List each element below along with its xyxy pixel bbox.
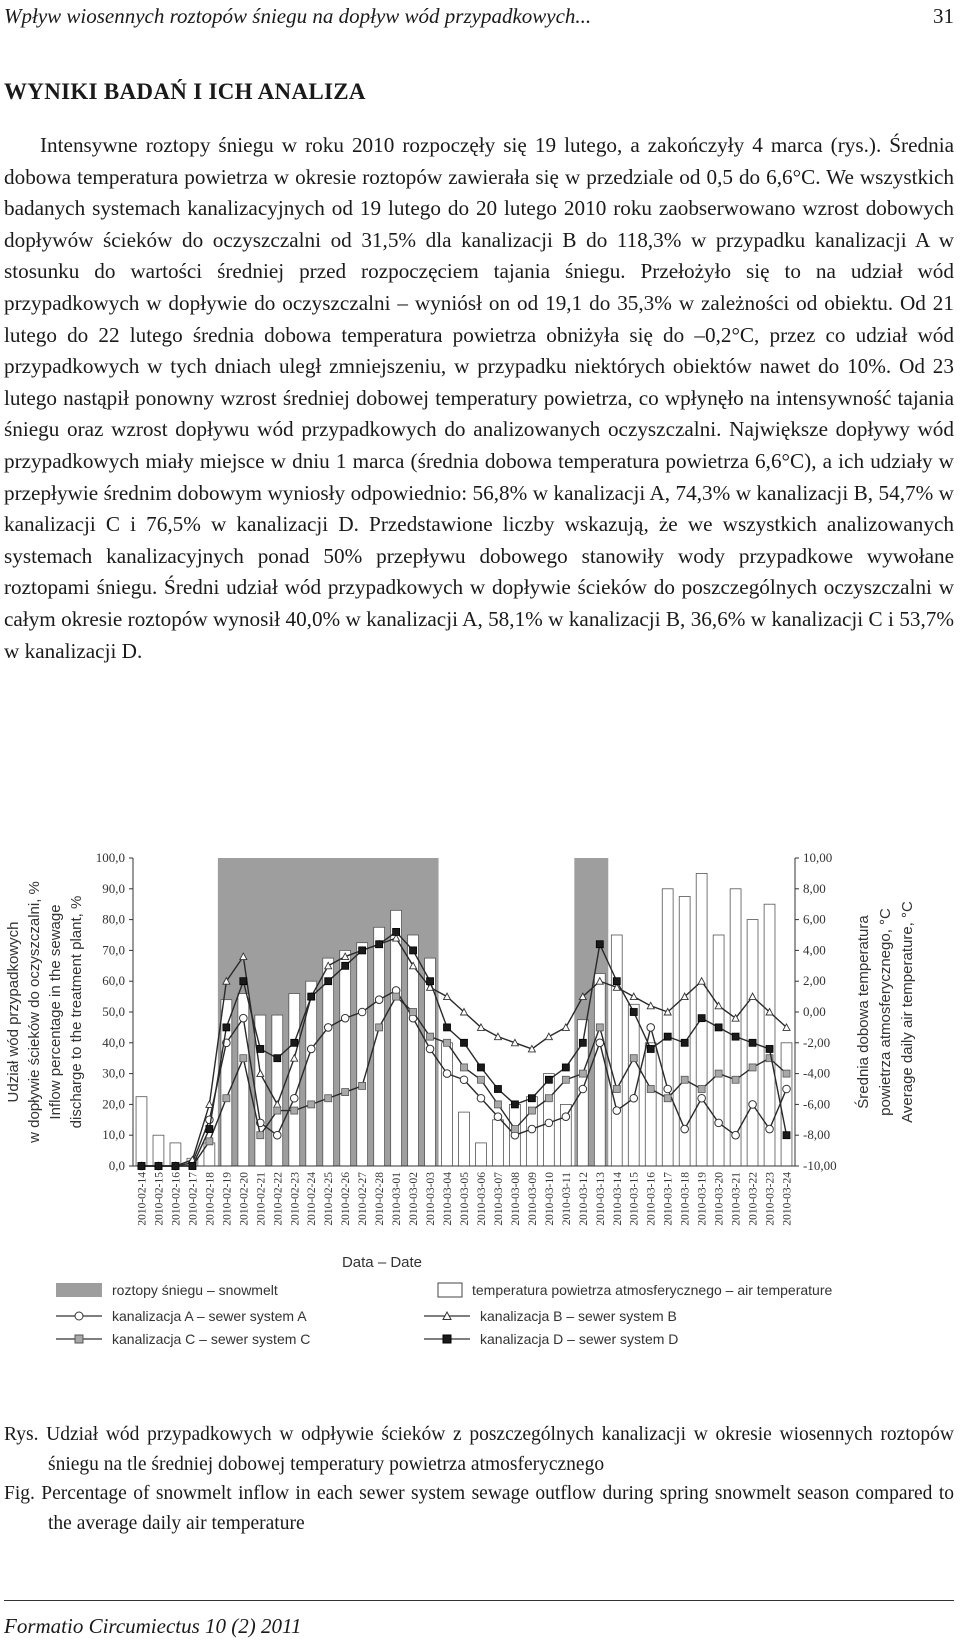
- temperature-bar-2010-02-15: [153, 1135, 164, 1166]
- series-d-point: [715, 1024, 722, 1031]
- x-tick-label: 2010-02-25: [323, 1172, 336, 1226]
- left-axis-title-line: discharge to the treatment plant, %: [68, 895, 85, 1129]
- series-c-point: [359, 1082, 366, 1089]
- series-c-point: [715, 1070, 722, 1077]
- right-tick-label: -2,00: [803, 1034, 831, 1050]
- temperature-bar-2010-03-04: [442, 1043, 453, 1166]
- series-a-point: [307, 1045, 315, 1053]
- series-d-point: [393, 928, 400, 935]
- series-c-point: [664, 1095, 671, 1102]
- x-tick-label: 2010-02-23: [289, 1172, 302, 1226]
- series-b-point: [630, 993, 637, 1000]
- x-tick-label: 2010-02-24: [306, 1172, 319, 1226]
- left-tick-label: 70,0: [102, 942, 125, 958]
- series-c-point: [240, 1055, 247, 1062]
- x-tick-label: 2010-03-07: [492, 1172, 505, 1226]
- x-tick-label: 2010-03-12: [577, 1172, 590, 1226]
- legend-b-label: kanalizacja B – sewer system B: [480, 1308, 677, 1324]
- x-tick-label: 2010-03-16: [645, 1172, 658, 1226]
- series-c-point: [630, 1055, 637, 1062]
- temperature-bar-2010-02-27: [357, 943, 368, 1166]
- temperature-bar-2010-03-17: [662, 889, 673, 1166]
- series-d-point: [698, 1015, 705, 1022]
- series-c-point: [444, 1039, 451, 1046]
- x-tick-label: 2010-02-17: [187, 1172, 200, 1226]
- series-a-point: [647, 1024, 655, 1032]
- series-c-point: [206, 1138, 213, 1145]
- series-a-point: [290, 1094, 298, 1102]
- series-d-point: [647, 1045, 654, 1052]
- series-a-point: [460, 1076, 468, 1084]
- x-tick-label: 2010-03-18: [679, 1172, 692, 1226]
- series-c-point: [477, 1076, 484, 1083]
- left-tick-label: 0,0: [108, 1158, 125, 1173]
- chart: [0, 846, 960, 1386]
- series-c-point: [749, 1064, 756, 1071]
- series-d-point: [240, 978, 247, 985]
- series-a-point: [783, 1085, 791, 1093]
- temperature-bar-2010-03-14: [611, 935, 622, 1166]
- body-paragraph: [4, 130, 954, 667]
- caption-english: Fig. Percentage of snowmelt inflow in each sewer system sewage outflow during spring snowmelt season compared to the average daily air temperature: [4, 1483, 954, 1534]
- series-a-point: [375, 996, 383, 1004]
- series-d-point: [545, 1076, 552, 1083]
- left-tick-label: 20,0: [102, 1096, 125, 1112]
- left-tick-label: 60,0: [102, 973, 125, 989]
- series-b-point: [494, 1033, 501, 1040]
- body-paragraph-text: Intensywne roztopy śniegu w roku 2010 rozpoczęły się 19 lutego, a zakończyły 4 marca (rys.). Średnia dobowa temperatura powietrza w okresie roztopów zawierała się w przedziale od 0,5 do 6,6°C. We wszystkich badanych systemach kanalizacyjnych od 19 lutego do 20 lutego 2010 roku zaobserwowano wzrost dobowych dopływów ścieków do oczyszczalni od 31,5% dla kanalizacji B do 118,3% w przypadku kanalizacji A w stosunku do wartości średniej przed rozpoczęciem tajania śniegu. Przełożyło się to na udział wód przypadkowych w dopływie do oczyszczalni – wyniósł on od 19,1 do 35,3% w zależności od obiektu. Od 21 lutego do 22 lutego średnia dobowa temperatura powietrza obniżyła się do –0,2°C, przez co udział wód przypadkowych w tych dniach uległ zmniejszeniu, w przypadku niektórych obiektów nawet do 10%. Od 23 lutego nastąpił ponowny wzrost średniej dobowej temperatury powietrza, co wpłynęło na intensywność tajania śniegu oraz wzrost dopływu wód przypadkowych do analizowanych oczyszczalni. Największe dopływy wód przypadkowych miały miejsce w dniu 1 marca (średnia dobowa temperatura powietrza 6,6°C), a ich udziały w przepływie średnim dobowym wyniosły odpowiednio: 56,8% w kanalizacji A, 74,3% w kanalizacji B, 54,7% w kanalizacji C i 76,5% w kanalizacji D. Przedstawione liczby wskazują, że we wszystkich analizowanych systemach kanalizacyjnych ponad 50% przepływu dobowego stanowiły wody przypadkowe wywołane roztopami śniegu. Średni udział wód przypadkowych w dopływie ścieków do poszczególnych oczyszczalni w całym okresie roztopów wynosił 40,0% w kanalizacji A, 58,1% w kanalizacji B, 36,6% w kanalizacji C i 53,7% w kanalizacji D.: [4, 133, 954, 663]
- series-c-point: [291, 1107, 298, 1114]
- series-c-point: [562, 1076, 569, 1083]
- series-b-point: [562, 1024, 569, 1031]
- x-tick-label: 2010-02-28: [374, 1172, 387, 1226]
- temperature-bar-2010-02-26: [340, 950, 351, 1166]
- x-tick-label: 2010-02-16: [170, 1172, 183, 1226]
- x-tick-label: 2010-03-19: [696, 1172, 709, 1226]
- series-d-point: [155, 1163, 162, 1170]
- series-a-point: [545, 1119, 553, 1127]
- temperature-bar-2010-03-20: [713, 935, 724, 1166]
- x-tick-label: 2010-02-20: [238, 1172, 251, 1226]
- series-c-point: [511, 1126, 518, 1133]
- series-d-point: [766, 1045, 773, 1052]
- running-head-title: Wpływ wiosennych roztopów śniegu na dopływ wód przypadkowych...: [4, 4, 592, 28]
- series-d-point: [359, 947, 366, 954]
- series-a-point: [579, 1085, 587, 1093]
- series-c-point: [579, 1070, 586, 1077]
- x-tick-label: 2010-03-14: [611, 1172, 624, 1226]
- footer-rule: [4, 1600, 954, 1601]
- figure-caption: [4, 1420, 954, 1538]
- legend-d-label: kanalizacja D – sewer system D: [480, 1331, 679, 1347]
- series-a-point: [528, 1125, 536, 1133]
- series-d-point: [579, 1039, 586, 1046]
- running-head: [4, 4, 954, 34]
- series-c-point: [308, 1101, 315, 1108]
- caption-polish: Rys. Udział wód przypadkowych w odpływie ścieków z poszczególnych kanalizacji w okresie wiosennych roztopów śniegu na tle średniej dobowej temperatury powietrza atmosferycznego: [4, 1424, 954, 1475]
- series-d-point: [477, 1064, 484, 1071]
- left-tick-label: 90,0: [102, 880, 125, 896]
- left-tick-label: 50,0: [102, 1004, 125, 1019]
- temperature-bar-2010-03-06: [476, 1143, 487, 1166]
- series-d-point: [732, 1033, 739, 1040]
- series-a-point: [494, 1113, 502, 1121]
- series-b-point: [647, 1002, 654, 1009]
- x-tick-label: 2010-03-11: [560, 1172, 573, 1226]
- series-d-point: [206, 1126, 213, 1133]
- series-c-point: [613, 1086, 620, 1093]
- chart-body: [5, 850, 916, 1347]
- right-tick-label: -6,00: [803, 1096, 831, 1112]
- series-c-point: [257, 1132, 264, 1139]
- series-c-point: [461, 1064, 468, 1071]
- series-b-point: [444, 993, 451, 1000]
- left-axis-title-line: Inflow percentage in the sewage: [47, 904, 64, 1120]
- x-tick-label: 2010-02-14: [136, 1172, 149, 1226]
- series-a-point: [664, 1085, 672, 1093]
- temperature-bar-2010-03-16: [645, 1043, 656, 1166]
- x-tick-label: 2010-02-15: [153, 1172, 166, 1226]
- x-tick-label: 2010-03-20: [713, 1172, 726, 1226]
- series-d-point: [291, 1039, 298, 1046]
- series-c-point: [494, 1101, 501, 1108]
- legend-a-marker: [75, 1312, 83, 1320]
- temperature-bar-2010-03-21: [730, 889, 741, 1166]
- temperature-bar-2010-02-21: [255, 1015, 266, 1166]
- x-tick-label: 2010-03-17: [662, 1172, 675, 1226]
- left-tick-label: 80,0: [102, 911, 125, 927]
- series-c-point: [427, 1033, 434, 1040]
- series-d-point: [138, 1163, 145, 1170]
- legend-snowmelt-label: roztopy śniegu – snowmelt: [112, 1282, 278, 1298]
- temperature-bar-2010-02-23: [289, 994, 300, 1166]
- series-d-point: [274, 1055, 281, 1062]
- series-c-point: [410, 1009, 417, 1016]
- series-a-point: [273, 1131, 281, 1139]
- left-tick-label: 100,0: [95, 850, 125, 865]
- series-c-point: [698, 1086, 705, 1093]
- series-a-point: [681, 1125, 689, 1133]
- series-a-point: [732, 1131, 740, 1139]
- left-axis-title-line: Udział wód przypadkowych: [5, 921, 22, 1103]
- series-d-point: [325, 978, 332, 985]
- series-d-point: [444, 1024, 451, 1031]
- series-a-point: [630, 1094, 638, 1102]
- x-tick-label: 2010-03-01: [391, 1172, 404, 1226]
- series-d-point: [257, 1045, 264, 1052]
- legend-c-marker: [75, 1335, 83, 1343]
- left-tick-label: 40,0: [102, 1034, 125, 1050]
- x-tick-label: 2010-03-10: [543, 1172, 556, 1226]
- series-d-point: [342, 962, 349, 969]
- series-c-point: [596, 1024, 603, 1031]
- series-b-point: [206, 1101, 213, 1108]
- right-tick-label: 10,00: [803, 850, 833, 865]
- right-tick-label: 4,00: [803, 942, 826, 958]
- section-heading: WYNIKI BADAŃ I ICH ANALIZA: [4, 79, 366, 104]
- legend-d-marker: [443, 1335, 451, 1343]
- series-c-point: [274, 1107, 281, 1114]
- temperature-bar-2010-02-22: [272, 1015, 283, 1166]
- series-d-point: [223, 1024, 230, 1031]
- series-d-point: [172, 1163, 179, 1170]
- series-a-point: [613, 1107, 621, 1115]
- footer-journal: Formatio Circumiectus 10 (2) 2011: [4, 1614, 302, 1638]
- legend-temperature-swatch: [438, 1283, 462, 1297]
- temperature-bar-2010-02-14: [136, 1097, 147, 1166]
- series-c-point: [342, 1089, 349, 1096]
- series-d-point: [308, 993, 315, 1000]
- legend-snowmelt-swatch: [56, 1283, 102, 1297]
- left-tick-label: 10,0: [102, 1127, 125, 1143]
- series-a-point: [341, 1014, 349, 1022]
- right-tick-label: -8,00: [803, 1127, 831, 1143]
- series-c-point: [223, 1095, 230, 1102]
- x-tick-label: 2010-03-04: [442, 1172, 455, 1226]
- temperature-bar-2010-02-28: [374, 927, 385, 1166]
- series-b-point: [545, 1033, 552, 1040]
- series-a-point: [698, 1094, 706, 1102]
- right-tick-label: 8,00: [803, 880, 826, 896]
- series-d-point: [410, 947, 417, 954]
- series-d-point: [613, 978, 620, 985]
- series-a-point: [715, 1119, 723, 1127]
- x-tick-label: 2010-02-22: [272, 1172, 285, 1226]
- series-d-point: [376, 941, 383, 948]
- x-tick-label: 2010-02-27: [357, 1172, 370, 1226]
- temperature-bar-2010-03-05: [459, 1112, 470, 1166]
- x-tick-label: 2010-03-24: [781, 1172, 794, 1226]
- series-a-point: [766, 1125, 774, 1133]
- temperature-bar-2010-03-13: [594, 974, 605, 1167]
- series-c-point: [732, 1076, 739, 1083]
- right-axis-title-line: Average daily air temperature, °C: [899, 901, 916, 1123]
- x-tick-label: 2010-03-05: [459, 1172, 471, 1226]
- series-d-point: [630, 1009, 637, 1016]
- x-tick-label: 2010-03-06: [475, 1172, 488, 1226]
- left-tick-label: 30,0: [102, 1065, 125, 1081]
- series-c-point: [376, 1024, 383, 1031]
- series-c-point: [325, 1095, 332, 1102]
- legend-c-label: kanalizacja C – sewer system C: [112, 1331, 311, 1347]
- x-tick-label: 2010-03-22: [747, 1172, 760, 1226]
- series-d-point: [664, 1033, 671, 1040]
- x-tick-label: 2010-03-15: [628, 1172, 641, 1226]
- legend-temperature-label: temperatura powietrza atmosferycznego – air temperature: [472, 1282, 833, 1298]
- series-d-point: [189, 1163, 196, 1170]
- series-c-point: [528, 1107, 535, 1114]
- temperature-bar-2010-03-01: [391, 910, 402, 1166]
- temperature-bar-2010-03-24: [781, 1043, 792, 1166]
- x-tick-label: 2010-02-26: [340, 1172, 353, 1226]
- series-a-point: [358, 1008, 366, 1016]
- series-d-point: [494, 1086, 501, 1093]
- series-c-point: [545, 1095, 552, 1102]
- temperature-bar-2010-03-07: [493, 1120, 504, 1166]
- series-a-point: [240, 1014, 248, 1022]
- series-a-point: [426, 1045, 434, 1053]
- right-axis-title-line: Średnia dobowa temperatura: [855, 915, 872, 1109]
- x-tick-label: 2010-03-08: [509, 1172, 522, 1226]
- x-tick-label: 2010-03-21: [730, 1172, 743, 1226]
- right-axis-title-line: powietrza atmosferycznego, °C: [877, 908, 894, 1116]
- series-a-point: [324, 1024, 332, 1032]
- x-axis-title: Data – Date: [341, 1254, 423, 1271]
- x-tick-label: 2010-02-19: [221, 1172, 234, 1226]
- page-number: 31: [933, 4, 954, 28]
- right-tick-label: -10,00: [803, 1158, 837, 1173]
- x-tick-label: 2010-02-21: [255, 1172, 268, 1226]
- temperature-bar-2010-02-25: [323, 958, 334, 1166]
- right-tick-label: -4,00: [803, 1065, 831, 1081]
- x-tick-label: 2010-03-13: [594, 1172, 607, 1226]
- series-d-point: [749, 1039, 756, 1046]
- series-d-point: [511, 1101, 518, 1108]
- left-axis-title-line: w dopływie ścieków do oczyszczalni, %: [26, 881, 43, 1143]
- series-a-point: [596, 1039, 604, 1047]
- right-tick-label: 2,00: [803, 973, 826, 989]
- x-tick-label: 2010-03-02: [408, 1172, 421, 1226]
- series-c-point: [681, 1076, 688, 1083]
- x-tick-label: 2010-02-18: [204, 1172, 217, 1226]
- series-a-point: [477, 1094, 485, 1102]
- series-a-point: [443, 1070, 451, 1078]
- series-d-point: [562, 1064, 569, 1071]
- series-d-point: [427, 978, 434, 985]
- legend-a-label: kanalizacja A – sewer system A: [112, 1308, 307, 1324]
- series-a-point: [749, 1101, 757, 1109]
- x-tick-label: 2010-03-23: [764, 1172, 777, 1226]
- right-tick-label: 6,00: [803, 911, 826, 927]
- right-tick-label: 0,00: [803, 1004, 826, 1019]
- series-d-point: [783, 1132, 790, 1139]
- series-d-point: [596, 941, 603, 948]
- series-d-point: [681, 1039, 688, 1046]
- series-a-point: [562, 1113, 570, 1121]
- series-c-point: [783, 1070, 790, 1077]
- series-c-point: [393, 993, 400, 1000]
- series-d-point: [461, 1039, 468, 1046]
- series-c-point: [647, 1086, 654, 1093]
- x-tick-label: 2010-03-09: [526, 1172, 539, 1226]
- series-d-point: [528, 1095, 535, 1102]
- x-tick-label: 2010-03-03: [425, 1172, 438, 1226]
